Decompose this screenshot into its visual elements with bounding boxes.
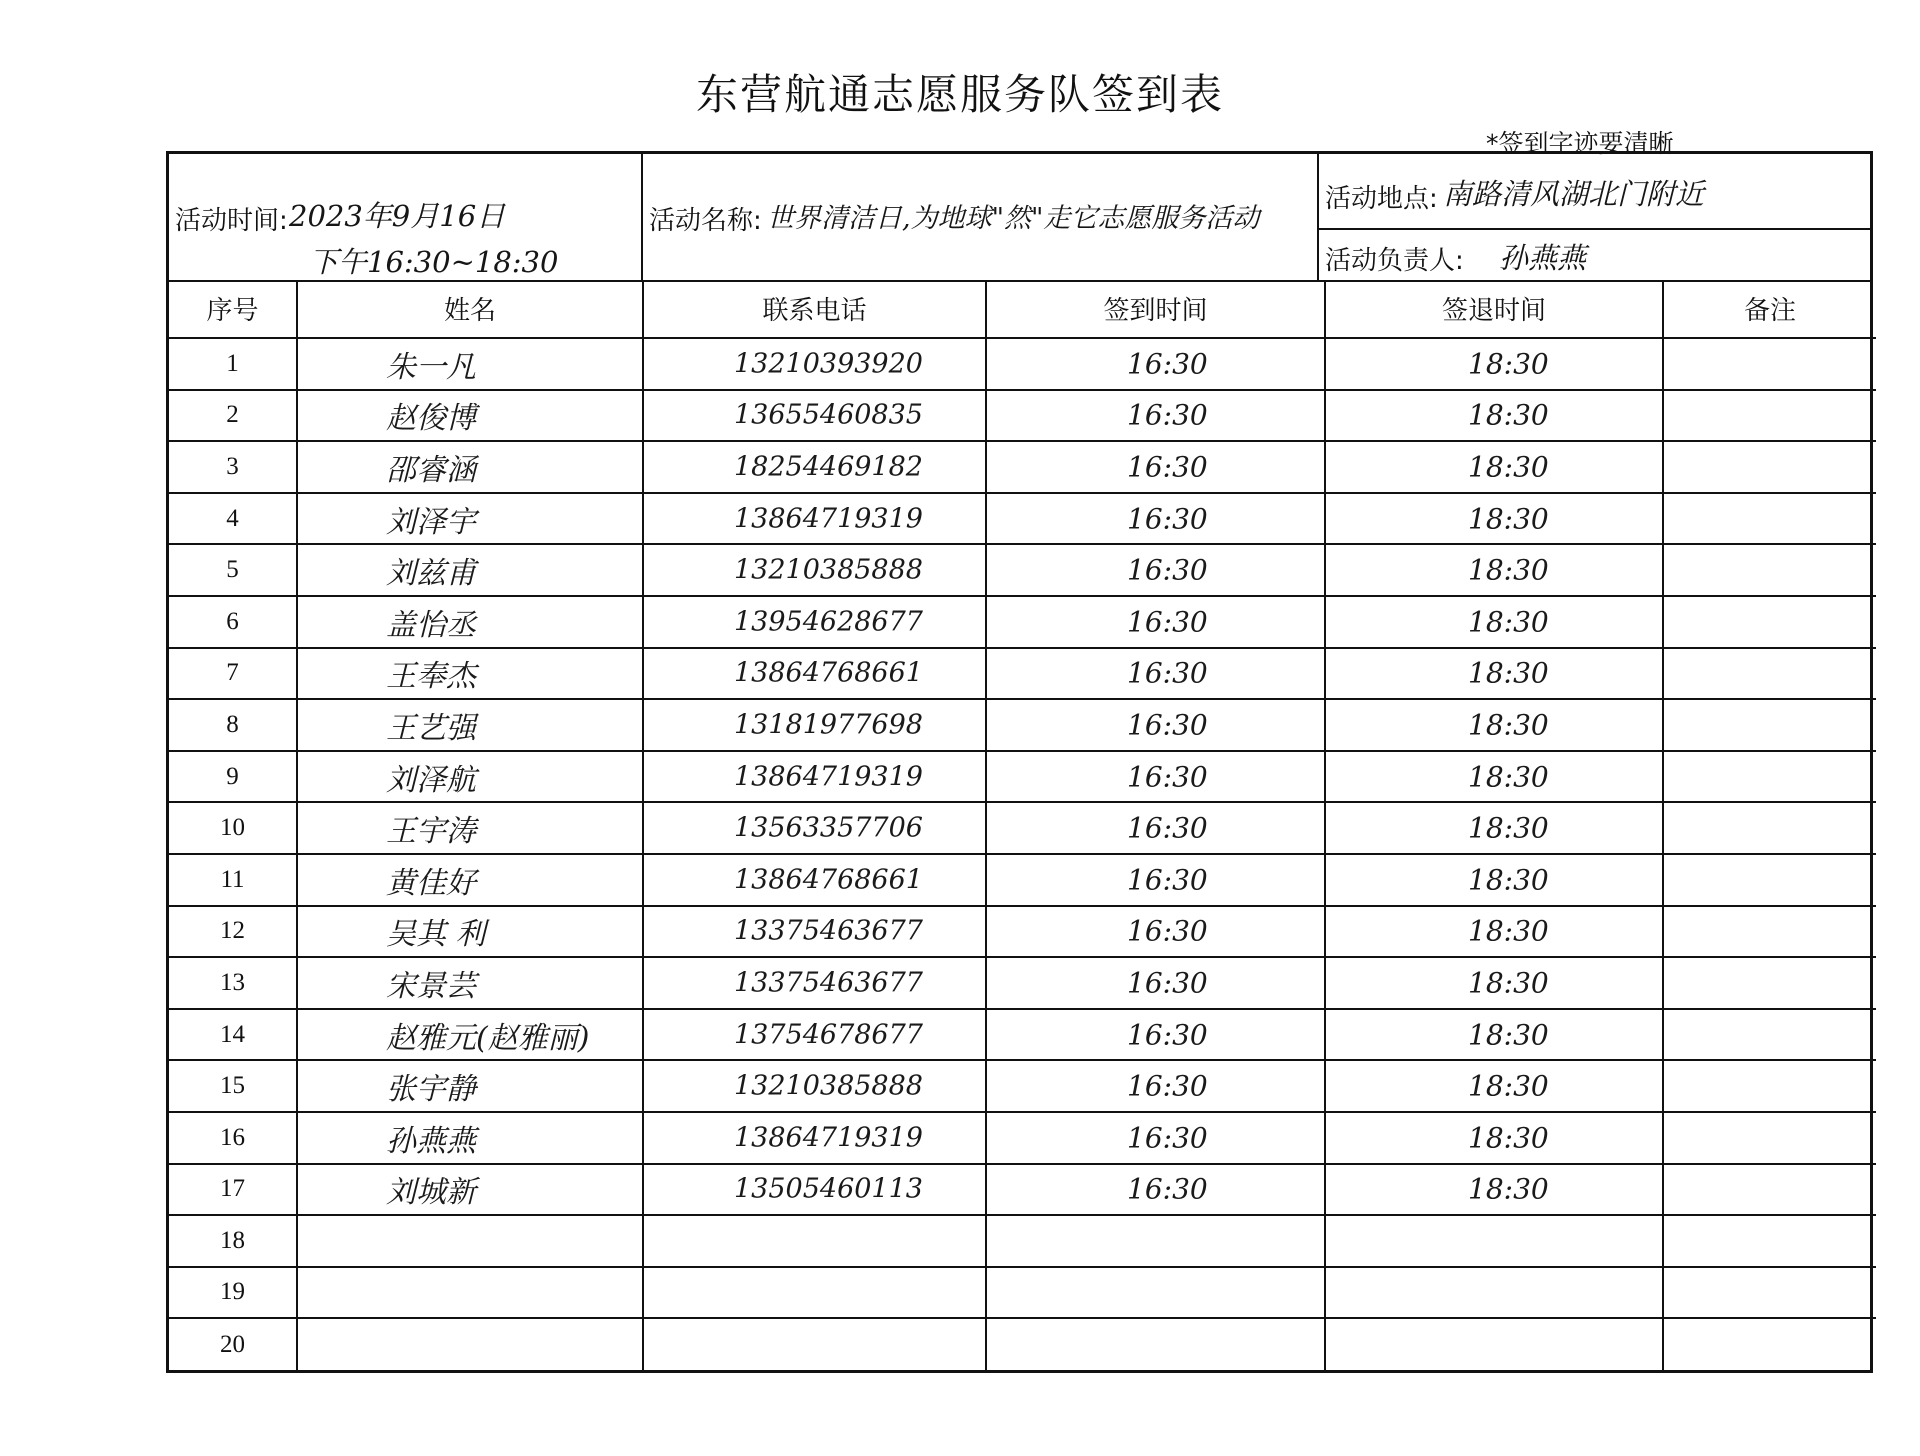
row-sign-in: 16:30 — [1127, 347, 1208, 381]
row-name-cell — [297, 802, 643, 854]
row-phone: 13864719319 — [734, 503, 923, 535]
row-phone-cell — [643, 596, 986, 648]
row-sign-in: 16:30 — [1127, 760, 1208, 794]
row-sign-out: 18:30 — [1468, 1069, 1549, 1103]
table-row — [169, 1009, 1876, 1061]
row-phone-cell — [643, 1267, 986, 1319]
activity-time-date: 2023年9月16日 — [289, 199, 506, 233]
row-sign-out-cell — [1325, 1267, 1663, 1319]
row-remark — [1663, 854, 1876, 906]
table-row — [169, 338, 1876, 390]
row-sign-out: 18:30 — [1468, 656, 1549, 690]
row-sign-out-cell — [1325, 1318, 1663, 1370]
row-phone-cell — [643, 957, 986, 1009]
row-seq: 7 — [169, 648, 297, 700]
row-name: 王奉杰 — [386, 659, 476, 695]
row-remark — [1663, 1215, 1876, 1267]
row-sign-out: 18:30 — [1468, 553, 1549, 587]
row-phone-cell — [643, 906, 986, 958]
row-phone-cell — [643, 1215, 986, 1267]
row-sign-out: 18:30 — [1468, 502, 1549, 536]
column-header-sign-out: 签退时间 — [1325, 280, 1663, 338]
row-phone: 13375463677 — [734, 967, 923, 999]
row-seq: 13 — [169, 957, 297, 1009]
table-row — [169, 1215, 1876, 1267]
row-phone: 13181977698 — [734, 709, 923, 741]
row-sign-in: 16:30 — [1127, 863, 1208, 897]
row-remark — [1663, 338, 1876, 390]
table-row — [169, 648, 1876, 700]
form-title: 东营航通志愿服务队签到表 — [695, 70, 1224, 119]
row-phone: 13210385888 — [734, 554, 923, 586]
row-sign-out: 18:30 — [1468, 863, 1549, 897]
row-sign-out: 18:30 — [1468, 1018, 1549, 1052]
row-seq: 19 — [169, 1267, 297, 1319]
row-phone: 13375463677 — [734, 915, 923, 947]
row-remark — [1663, 957, 1876, 1009]
row-sign-out: 18:30 — [1468, 398, 1549, 432]
row-seq: 15 — [169, 1060, 297, 1112]
row-phone: 13210393920 — [734, 348, 923, 380]
row-sign-in: 16:30 — [1127, 914, 1208, 948]
row-sign-out-cell — [1325, 648, 1663, 700]
row-phone-cell — [643, 802, 986, 854]
table-row — [169, 1112, 1876, 1164]
row-name-cell — [297, 1164, 643, 1216]
row-sign-in: 16:30 — [1127, 398, 1208, 432]
row-sign-out-cell — [1325, 802, 1663, 854]
row-sign-out-cell — [1325, 338, 1663, 390]
row-remark — [1663, 390, 1876, 442]
table-row — [169, 1267, 1876, 1319]
activity-time-range: 下午16:30~18:30 — [309, 245, 559, 279]
row-seq: 14 — [169, 1009, 297, 1061]
row-sign-in: 16:30 — [1127, 811, 1208, 845]
activity-place-label: 活动地点: — [1325, 184, 1438, 214]
row-name: 刘泽航 — [386, 762, 476, 798]
row-sign-in: 16:30 — [1127, 708, 1208, 742]
row-remark — [1663, 441, 1876, 493]
table-header-row — [169, 280, 1876, 338]
row-sign-out: 18:30 — [1468, 1121, 1549, 1155]
row-phone-cell — [643, 1009, 986, 1061]
row-sign-out: 18:30 — [1468, 811, 1549, 845]
row-sign-in-cell — [986, 1060, 1325, 1112]
row-name-cell — [297, 596, 643, 648]
row-sign-out-cell — [1325, 441, 1663, 493]
row-sign-out: 18:30 — [1468, 708, 1549, 742]
table-row — [169, 390, 1876, 442]
table-row — [169, 544, 1876, 596]
column-header-remark: 备注 — [1663, 280, 1876, 338]
row-name-cell — [297, 854, 643, 906]
row-seq: 10 — [169, 802, 297, 854]
row-phone-cell — [643, 648, 986, 700]
row-name: 刘城新 — [386, 1175, 476, 1211]
table-row — [169, 906, 1876, 958]
row-seq: 12 — [169, 906, 297, 958]
row-sign-in-cell — [986, 906, 1325, 958]
row-name-cell — [297, 648, 643, 700]
row-remark — [1663, 906, 1876, 958]
row-phone-cell — [643, 1060, 986, 1112]
row-seq: 8 — [169, 699, 297, 751]
column-header-sign-in: 签到时间 — [986, 280, 1325, 338]
row-sign-in: 16:30 — [1127, 605, 1208, 639]
row-sign-in-cell — [986, 1009, 1325, 1061]
row-sign-in-cell — [986, 699, 1325, 751]
row-remark — [1663, 1318, 1876, 1370]
row-name: 盖怡丞 — [386, 607, 476, 643]
row-name-cell — [297, 544, 643, 596]
header-divider — [1319, 228, 1870, 230]
row-sign-in-cell — [986, 596, 1325, 648]
row-sign-in-cell — [986, 802, 1325, 854]
row-seq: 11 — [169, 854, 297, 906]
activity-place-leader-cell — [1319, 154, 1870, 280]
row-name: 赵雅元(赵雅丽) — [386, 1020, 590, 1056]
table-row — [169, 1318, 1876, 1370]
activity-header — [169, 154, 1870, 282]
row-phone: 13864768661 — [734, 864, 923, 896]
row-remark — [1663, 1112, 1876, 1164]
row-remark — [1663, 751, 1876, 803]
row-sign-in-cell — [986, 441, 1325, 493]
row-name-cell — [297, 1267, 643, 1319]
row-sign-out-cell — [1325, 1215, 1663, 1267]
row-remark — [1663, 699, 1876, 751]
row-seq: 17 — [169, 1164, 297, 1216]
row-sign-out-cell — [1325, 596, 1663, 648]
row-sign-out-cell — [1325, 1009, 1663, 1061]
row-seq: 6 — [169, 596, 297, 648]
table-row — [169, 441, 1876, 493]
row-name-cell — [297, 493, 643, 545]
row-name-cell — [297, 1215, 643, 1267]
row-name-cell — [297, 957, 643, 1009]
row-sign-out-cell — [1325, 390, 1663, 442]
row-sign-in: 16:30 — [1127, 553, 1208, 587]
row-sign-in-cell — [986, 648, 1325, 700]
row-phone-cell — [643, 390, 986, 442]
row-seq: 4 — [169, 493, 297, 545]
row-name: 宋景芸 — [386, 968, 476, 1004]
row-name: 朱一凡 — [386, 349, 476, 385]
row-name-cell — [297, 1318, 643, 1370]
legibility-note: *签到字迹要清晰 — [1486, 129, 1674, 158]
row-phone: 13210385888 — [734, 1070, 923, 1102]
row-sign-out-cell — [1325, 854, 1663, 906]
row-remark — [1663, 1164, 1876, 1216]
row-sign-out-cell — [1325, 493, 1663, 545]
row-seq: 1 — [169, 338, 297, 390]
row-sign-out-cell — [1325, 1112, 1663, 1164]
table-row — [169, 802, 1876, 854]
row-sign-in-cell — [986, 751, 1325, 803]
table-row — [169, 493, 1876, 545]
row-sign-out-cell — [1325, 906, 1663, 958]
row-remark — [1663, 1060, 1876, 1112]
column-header-seq: 序号 — [169, 280, 297, 338]
activity-leader-label: 活动负责人: — [1325, 246, 1464, 276]
row-name: 吴其 利 — [386, 917, 486, 953]
row-phone-cell — [643, 1112, 986, 1164]
row-phone-cell — [643, 544, 986, 596]
row-name-cell — [297, 751, 643, 803]
activity-name-value: 世界清洁日,为地球"然"走它志愿服务活动 — [767, 203, 1260, 234]
row-phone-cell — [643, 854, 986, 906]
row-sign-in-cell — [986, 1164, 1325, 1216]
row-sign-in-cell — [986, 1112, 1325, 1164]
row-sign-out-cell — [1325, 1060, 1663, 1112]
row-sign-out: 18:30 — [1468, 966, 1549, 1000]
row-sign-in-cell — [986, 1318, 1325, 1370]
row-sign-in: 16:30 — [1127, 1121, 1208, 1155]
activity-time-label: 活动时间: — [175, 206, 288, 236]
row-name-cell — [297, 1112, 643, 1164]
row-sign-in: 16:30 — [1127, 966, 1208, 1000]
row-phone: 13864719319 — [734, 1122, 923, 1154]
table-row — [169, 596, 1876, 648]
row-name: 刘泽宇 — [386, 504, 476, 540]
activity-name-cell — [643, 154, 1319, 280]
row-remark — [1663, 802, 1876, 854]
row-sign-in: 16:30 — [1127, 1172, 1208, 1206]
row-sign-out: 18:30 — [1468, 760, 1549, 794]
row-phone-cell — [643, 751, 986, 803]
row-sign-out-cell — [1325, 699, 1663, 751]
row-phone: 13505460113 — [734, 1173, 923, 1205]
row-phone: 13754678677 — [734, 1019, 923, 1051]
row-sign-in: 16:30 — [1127, 656, 1208, 690]
row-phone-cell — [643, 699, 986, 751]
table-row — [169, 1060, 1876, 1112]
row-sign-out: 18:30 — [1468, 605, 1549, 639]
row-sign-in-cell — [986, 854, 1325, 906]
column-header-name: 姓名 — [297, 280, 643, 338]
row-name-cell — [297, 441, 643, 493]
row-remark — [1663, 544, 1876, 596]
row-sign-out-cell — [1325, 1164, 1663, 1216]
row-sign-in: 16:30 — [1127, 1018, 1208, 1052]
row-sign-in-cell — [986, 493, 1325, 545]
row-sign-in-cell — [986, 544, 1325, 596]
activity-time-cell — [169, 154, 643, 280]
row-sign-out: 18:30 — [1468, 347, 1549, 381]
row-name: 王艺强 — [386, 710, 476, 746]
row-name: 黄佳好 — [386, 865, 476, 901]
row-remark — [1663, 1009, 1876, 1061]
row-phone: 13864768661 — [734, 657, 923, 689]
row-seq: 18 — [169, 1215, 297, 1267]
activity-name-label: 活动名称: — [649, 206, 762, 236]
row-remark — [1663, 648, 1876, 700]
row-sign-in-cell — [986, 338, 1325, 390]
row-name: 邵睿涵 — [386, 452, 476, 488]
row-phone: 13864719319 — [734, 761, 923, 793]
table-row — [169, 957, 1876, 1009]
row-remark — [1663, 493, 1876, 545]
row-name-cell — [297, 1009, 643, 1061]
row-sign-in-cell — [986, 1215, 1325, 1267]
row-sign-out: 18:30 — [1468, 1172, 1549, 1206]
row-phone-cell — [643, 441, 986, 493]
row-seq: 5 — [169, 544, 297, 596]
row-phone: 13563357706 — [734, 812, 923, 844]
row-phone-cell — [643, 1318, 986, 1370]
row-sign-in: 16:30 — [1127, 502, 1208, 536]
row-phone-cell — [643, 338, 986, 390]
row-sign-out: 18:30 — [1468, 914, 1549, 948]
table-row — [169, 751, 1876, 803]
row-remark — [1663, 1267, 1876, 1319]
row-phone-cell — [643, 1164, 986, 1216]
row-name: 王宇涛 — [386, 814, 476, 850]
row-name-cell — [297, 699, 643, 751]
row-phone: 13655460835 — [734, 399, 923, 431]
row-phone: 18254469182 — [734, 451, 923, 483]
activity-place-value: 南路清风湖北门附近 — [1443, 177, 1705, 211]
row-name: 张宇静 — [386, 1072, 476, 1108]
row-seq: 20 — [169, 1318, 297, 1370]
row-sign-out-cell — [1325, 544, 1663, 596]
attendance-table — [169, 280, 1876, 1370]
row-phone-cell — [643, 493, 986, 545]
sign-in-sheet — [166, 151, 1873, 1373]
row-sign-out: 18:30 — [1468, 450, 1549, 484]
row-name: 刘兹甫 — [386, 556, 476, 592]
row-name: 孙燕燕 — [386, 1123, 476, 1159]
row-name-cell — [297, 1060, 643, 1112]
row-sign-in-cell — [986, 1267, 1325, 1319]
row-seq: 16 — [169, 1112, 297, 1164]
activity-leader-value: 孙燕燕 — [1499, 241, 1587, 275]
row-sign-in-cell — [986, 957, 1325, 1009]
row-sign-in: 16:30 — [1127, 450, 1208, 484]
row-name-cell — [297, 338, 643, 390]
row-sign-in: 16:30 — [1127, 1069, 1208, 1103]
table-row — [169, 1164, 1876, 1216]
row-name-cell — [297, 390, 643, 442]
row-sign-out-cell — [1325, 751, 1663, 803]
column-header-phone: 联系电话 — [643, 280, 986, 338]
row-phone: 13954628677 — [734, 606, 923, 638]
row-sign-in-cell — [986, 390, 1325, 442]
row-seq: 3 — [169, 441, 297, 493]
row-name: 赵俊博 — [386, 401, 476, 437]
row-seq: 9 — [169, 751, 297, 803]
row-remark — [1663, 596, 1876, 648]
row-seq: 2 — [169, 390, 297, 442]
row-sign-out-cell — [1325, 957, 1663, 1009]
table-row — [169, 699, 1876, 751]
table-row — [169, 854, 1876, 906]
row-name-cell — [297, 906, 643, 958]
